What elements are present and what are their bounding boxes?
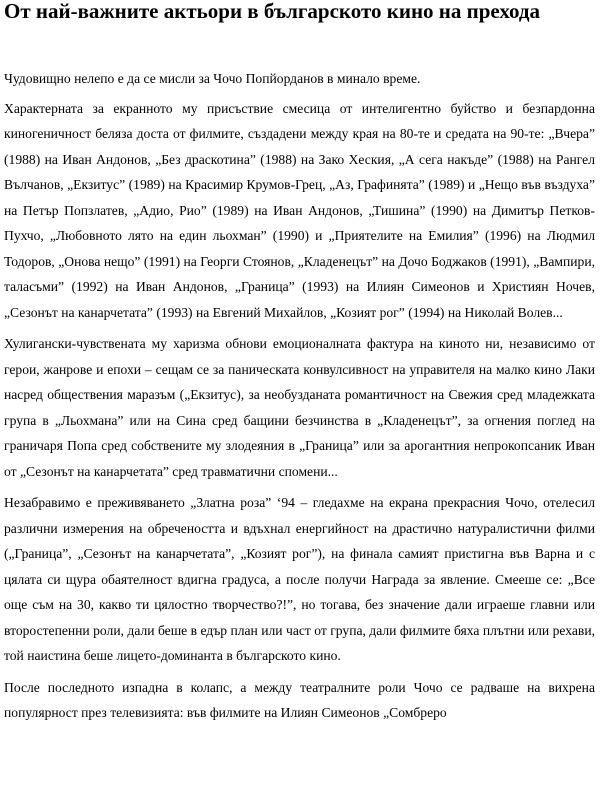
article-paragraph-lead: Чудовищно нелепо е да се мисли за Чочо Попйорданов в минало време. <box>4 71 421 86</box>
article-paragraph-television: После последното изпадна в колапс, а между театралните роли Чочо се радваше на вихрена популярност през телевизията: във филмите на Илиян Симеонов „Сомбреро <box>4 679 595 720</box>
article-paragraph-golden-rose: Незабравимо е преживяването „Златна роза” ‘94 – гледахме на екрана прекрасния Чочо, отелесил различни измерения на обречеността и вдъхнал енергийност на драстично натуралистични филми („Граница”, „Сезонът на канарчетата”, „Козият рог”), на финала самият пристигна във Варна и с цялата си щура обаятелност вдигна градуса, а после получи Награда за явление. Смееше се: „Все още съм на 30, какво ти цялостно творчество?!”, но тогава, без значение дали играеше главни или второстепенни роли, дали беше в едър план или част от група, дали филмите бяха плътни или рехави, той наистина беше лицето-доминанта в българското кино. <box>4 495 595 663</box>
article-paragraph-filmography: Характерната за екранното му присъствие смесица от интелигентно буйство и безпардонна киногеничност беляза доста от филмите, създадени между края на 80-те и средата на 90-те: „Вчера” (1988) на Иван Андонов, „Без драскотина” (1988) на Зако Хеския, „А сега накъде” (1988) на Рангел Вълчанов, „Екзитус” (1989) на Красимир Крумов-Грец, „Аз, Графинята” (1989) и „Нещо във въздуха” на Петър Попзлатев, „Адио, Рио” (1989) на Иван Андонов, „Тишина” (1990) на Димитър Петков-Пухчо, „Любовното лято на един льохман” (1990) и „Приятелите на Емилия” (1996) на Людмил Тодоров, „Онова нещо” (1991) на Георги Стоянов, „Кладенецът” на Дочо Боджаков (1991), „Вампири, таласъми” (1992) на Иван Андонов, „Граница” (1993) на Илиян Симеонов и Християн Ночев, „Сезонът на канарчетата” (1993) на Евгений Михайлов, „Козият рог” (1994) на Николай Волев... <box>4 100 595 320</box>
article-title: От най-важните актьори в българското кино на прехода <box>4 0 541 23</box>
article-paragraph-charisma: Хулигански-чувствената му харизма обнови емоционалната фактура на киното ни, независимо от герои, жанрове и епохи – сещам се за паническата конвулсивност на управителя на малко кино Лаки насред обществения маразъм („Екзитус), за необузданата романтичност на Свежия сред младежката група в „Льохмана” или на Сина сред бащини безчинства в „Кладенецът”, за огнения поглед на граничаря Попа сред собствените му злодеяния в „Граница” или за арогантния непрокопсаник Иван от „Сезонът на канарчетата” сред травматични спомени... <box>4 336 595 479</box>
